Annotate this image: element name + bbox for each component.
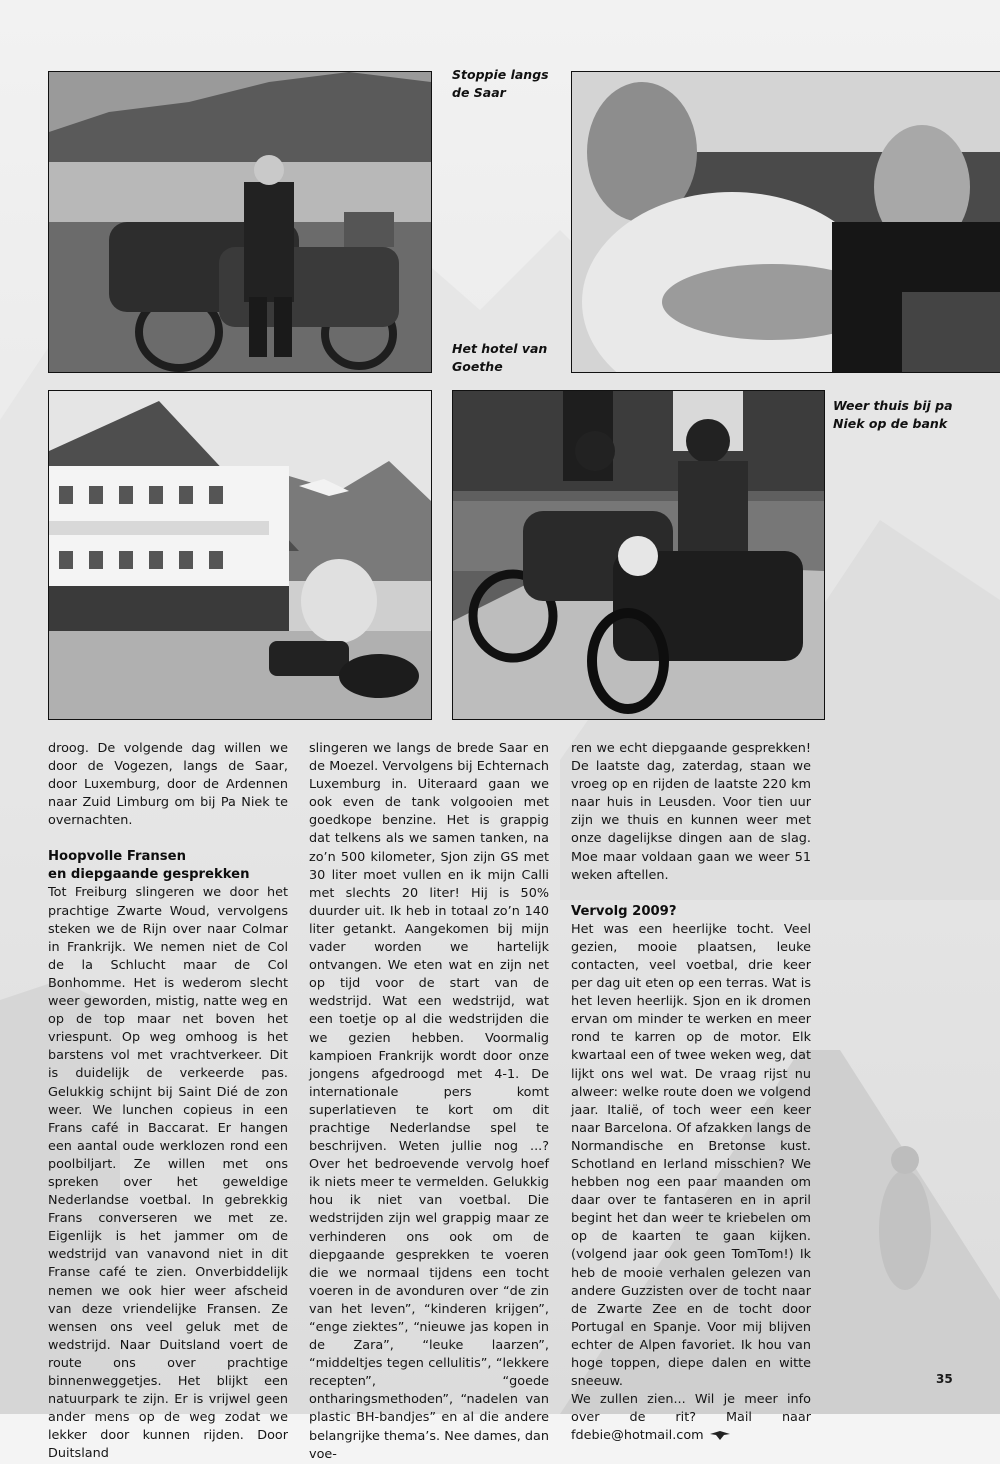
col3-outro-text: We zullen zien... Wil je meer info over de rit? Mail naar fdebie@hotmail.com [571, 1392, 811, 1444]
heading-line-1: Hoopvolle Fransen [48, 849, 186, 865]
page-number: 35 [936, 1372, 953, 1386]
text-column-3 [571, 740, 811, 1445]
col3-body-paragraph: Het was een heerlijke tocht. Veel gezien, mooie plaatsen, leuke contacten, veel voetbal, drie keer per dag uit eten op een terras. Wat is het leven heerlijk. Sjon en ik dromen ervan om minder te werken en meer rond te karren op de motor. Elk kwartaal een of twee weken weg, dat lijkt ons wel wat. De vraag rijst nu alweer: welke route doen we volgend jaar. Italië, of toch weer een keer naar Barcelona. Of afzakken langs de Normandische en Bretonse kust. Schotland en Ierland misschien? We hebben nog een paar maanden om daar over te fantaseren en in april begint het dan weer te kriebelen om op de kaarten te gaan kijken. (volgend jaar ook geen TomTom!) Ik heb de mooie verhalen gelezen van andere Guzzisten over de tocht naar de Zwarte Zee en de tocht door Portugal en Spanje. Voor mij blijven echter de Alpen favoriet. Ik hou van hoge toppen, diepe dalen en witte sneeuw. [571, 921, 811, 1390]
col1-intro-paragraph: droog. De volgende dag willen we door de Vogezen, langs de Saar, door Luxemburg, door de Ardennen naar Zuid Limburg om bij Pa Niek te overnachten. [48, 741, 288, 829]
section-heading-hoopvolle-fransen [48, 848, 288, 884]
col2-body-paragraph: slingeren we langs de brede Saar en de Moezel. Vervolgens bij Echternach Luxemburg in. Uiteraard gaan we ook even de tank volgooien met goedkope benzine. Het is grappig dat telkens als we samen tanken, na zo’n 500 kilometer, Sjon zijn GS met 30 liter moet vullen en ik mijn Calli met slechts 20 liter! Hij is 50% duurder uit. Ik heb in totaal zo’n 140 liter getankt. Aangekomen bij mijn vader worden we hartelijk ontvangen. We eten wat en zijn net op tijd voor de start van de wedstrijd. Wat een wedstrijd, wat een toetje op al die wedstrijden die we gezien hebben. Voormalig kampioen Frankrijk wordt door onze jongens afgedroogd met 4-1. De internationale pers komt superlatieven te kort om dit prachtige Nederlandse spel te beschrijven. Weten jullie nog ...? Over het bedroevende vervolg hoef ik niets meer te vermelden. Gelukkig hou ik niet van voetbal. Die wedstrijden zijn wel grappig maar ze verhinderen ons ook om de diepgaande gesprekken te voeren die we normaal tijdens een tocht voeren in de avonduren over “de zin van het leven”, “kinderen krijgen”, “enge ziektes”, “nieuwe jas kopen in de Zara”, “leuke laarzen”, “middeltjes tegen cellulitis”, “lekkere recepten”, “goede ontharingsmethoden”, “nadelen van plastic BH-bandjes” en al die andere belangrijke thema’s. Nee dames, dan voe- [309, 741, 549, 1462]
photo-riders-home [452, 390, 825, 720]
col1-body-paragraph: Tot Freiburg slingeren we door het prachtige Zwarte Woud, vervolgens steken we de Rijn over naar Colmar in Frankrijk. We nemen niet de Col de la Schlucht maar de Col Bonhomme. Het is wederom slecht weer geworden, mistig, natte weg en op de top maar net boven het vriespunt. Op weg omhoog is het barstens vol met vrachtverkeer. Dit is duidelijk de verkeerde pas. Gelukkig schijnt bij Saint Dié de zon weer. We lunchen copieus in een Frans café in Baccarat. Er hangen een aantal oude werklozen rond een poolbiljart. Ze willen met ons spreken over het geweldige Nederlandse voetbal. In gebrekkig Frans converseren we met ze. Eigenlijk is het jammer om de wedstrijd van vanavond niet in dit Franse café te zien. Onverbiddelijk nemen we ook hier weer afscheid van deze vriendelijke Fransen. Ze wensen ons veel geluk met de wedstrijd. Naar Duitsland voert de route ons over prachtige binnenweggetjes. Het blijkt een natuurpark te zijn. Er is vrijwel geen ander mens op de weg zodat we lekker door kunnen rijden. Door Duitsland [48, 885, 288, 1462]
photo-couch-men [571, 71, 1000, 373]
caption-home: Weer thuis bij pa Niek op de bank [833, 398, 953, 431]
caption-stoppie: Stoppie langs de Saar [452, 67, 549, 100]
section-heading-vervolg-2009: Vervolg 2009? [571, 903, 677, 919]
heading-line-2: en diepgaande gesprekken [48, 867, 250, 883]
text-column-2 [309, 740, 549, 1464]
moto-guzzi-eagle-logo [710, 1431, 730, 1440]
text-column-1 [48, 740, 288, 1463]
photo-lake-motorcycles [48, 71, 432, 373]
photo-hotel-building [48, 390, 432, 720]
col3-intro-paragraph: ren we echt diepgaande gesprekken! De laatste dag, zaterdag, staan we vroeg op en rijden de laatste 220 km naar huis in Leusden. Voor tien uur zijn we thuis en kunnen weer met onze dagelijkse dingen aan de slag. Moe maar voldaan gaan we weer 51 weken aftellen. [571, 741, 811, 883]
caption-hotel: Het hotel van Goethe [452, 341, 548, 374]
col3-outro-paragraph [571, 1391, 811, 1445]
